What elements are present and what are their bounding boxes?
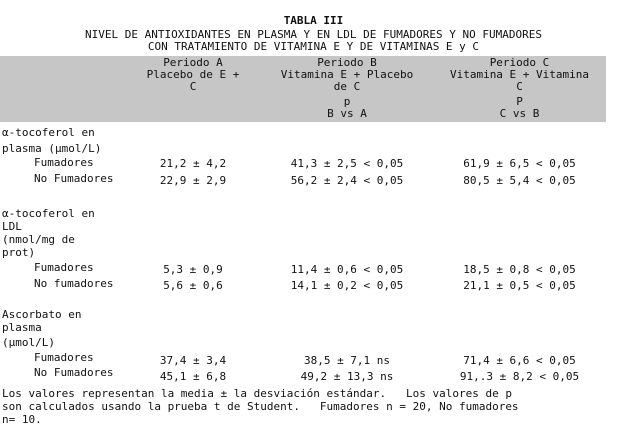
section-label: Ascorbato en xyxy=(2,308,82,321)
cell-a: 21,2 ± 4,2 xyxy=(159,157,227,170)
table-subtitle-line-1: NIVEL DE ANTIOXIDANTES EN PLASMA Y EN LDL DE FUMADORES Y NO FUMADORES xyxy=(85,28,542,41)
section-label: (µmol/L) xyxy=(2,336,55,349)
cell-a: 22,9 ± 2,9 xyxy=(159,174,227,187)
section-label: plasma (µmol/L) xyxy=(2,142,102,155)
cell-c: 80,5 ± 5,4 < 0,05 xyxy=(463,174,576,187)
header-b-line-2: Vitamina E + Placebo xyxy=(280,68,414,81)
section-label: α-tocoferol en xyxy=(2,207,95,220)
cell-b: 38,5 ± 7,1 ns xyxy=(303,354,391,367)
header-a-line-2: Placebo de E + xyxy=(146,68,240,81)
header-a-line-1: Periodo A xyxy=(163,56,223,69)
cell-c: 61,9 ± 6,5 < 0,05 xyxy=(463,157,576,170)
footnote-line: son calculados usando la prueba t de Student. Fumadores n = 20, No fumadores xyxy=(2,400,519,413)
header-c-line-2: Vitamina E + Vitamina xyxy=(449,68,590,81)
cell-b: 56,2 ± 2,4 < 0,05 xyxy=(290,174,404,187)
section-label: (nmol/mg de xyxy=(2,233,75,246)
footnote-line: n= 10. xyxy=(2,413,42,426)
header-b-line-4: p xyxy=(343,95,351,108)
section-label: plasma xyxy=(2,321,42,334)
cell-b: 49,2 ± 13,3 ns xyxy=(300,370,394,383)
cell-a: 5,6 ± 0,6 xyxy=(163,279,223,292)
cell-b: 14,1 ± 0,2 < 0,05 xyxy=(290,279,404,292)
cell-b: 11,4 ± 0,6 < 0,05 xyxy=(290,263,404,276)
cell-a: 37,4 ± 3,4 xyxy=(159,354,227,367)
header-c-line-4: P xyxy=(516,95,523,108)
cell-c: 18,5 ± 0,8 < 0,05 xyxy=(463,263,576,276)
section-label: LDL xyxy=(2,220,22,233)
row-label: Fumadores xyxy=(34,351,94,364)
cell-c: 21,1 ± 0,5 < 0,05 xyxy=(463,279,576,292)
table-title: TABLA III xyxy=(283,14,344,27)
row-label: No Fumadores xyxy=(34,366,114,379)
header-b-line-3: de C xyxy=(333,80,361,93)
table-subtitle-line-2: CON TRATAMIENTO DE VITAMINA E Y DE VITAMINAS E y C xyxy=(147,40,480,53)
cell-c: 91,.3 ± 8,2 < 0,05 xyxy=(459,370,580,383)
row-label: No fumadores xyxy=(34,277,114,290)
cell-b: 41,3 ± 2,5 < 0,05 xyxy=(290,157,404,170)
header-a-line-3: C xyxy=(189,80,197,93)
section-label: α-tocoferol en xyxy=(2,126,95,139)
footnote-line: Los valores representan la media ± la desviación estándar. Los valores de p xyxy=(2,387,512,400)
row-label: Fumadores xyxy=(34,156,94,169)
header-c-line-3: C xyxy=(516,80,523,93)
header-b-line-1: Periodo B xyxy=(317,56,377,69)
section-label: prot) xyxy=(2,246,36,259)
cell-c: 71,4 ± 6,6 < 0,05 xyxy=(463,354,576,367)
cell-a: 5,3 ± 0,9 xyxy=(163,263,223,276)
row-label: Fumadores xyxy=(34,261,94,274)
header-b-line-5: B vs A xyxy=(327,107,367,120)
header-c-line-1: Periodo C xyxy=(489,56,550,69)
cell-a: 45,1 ± 6,8 xyxy=(159,370,227,383)
row-label: No Fumadores xyxy=(34,172,114,185)
header-c-line-5: C vs B xyxy=(499,107,540,120)
